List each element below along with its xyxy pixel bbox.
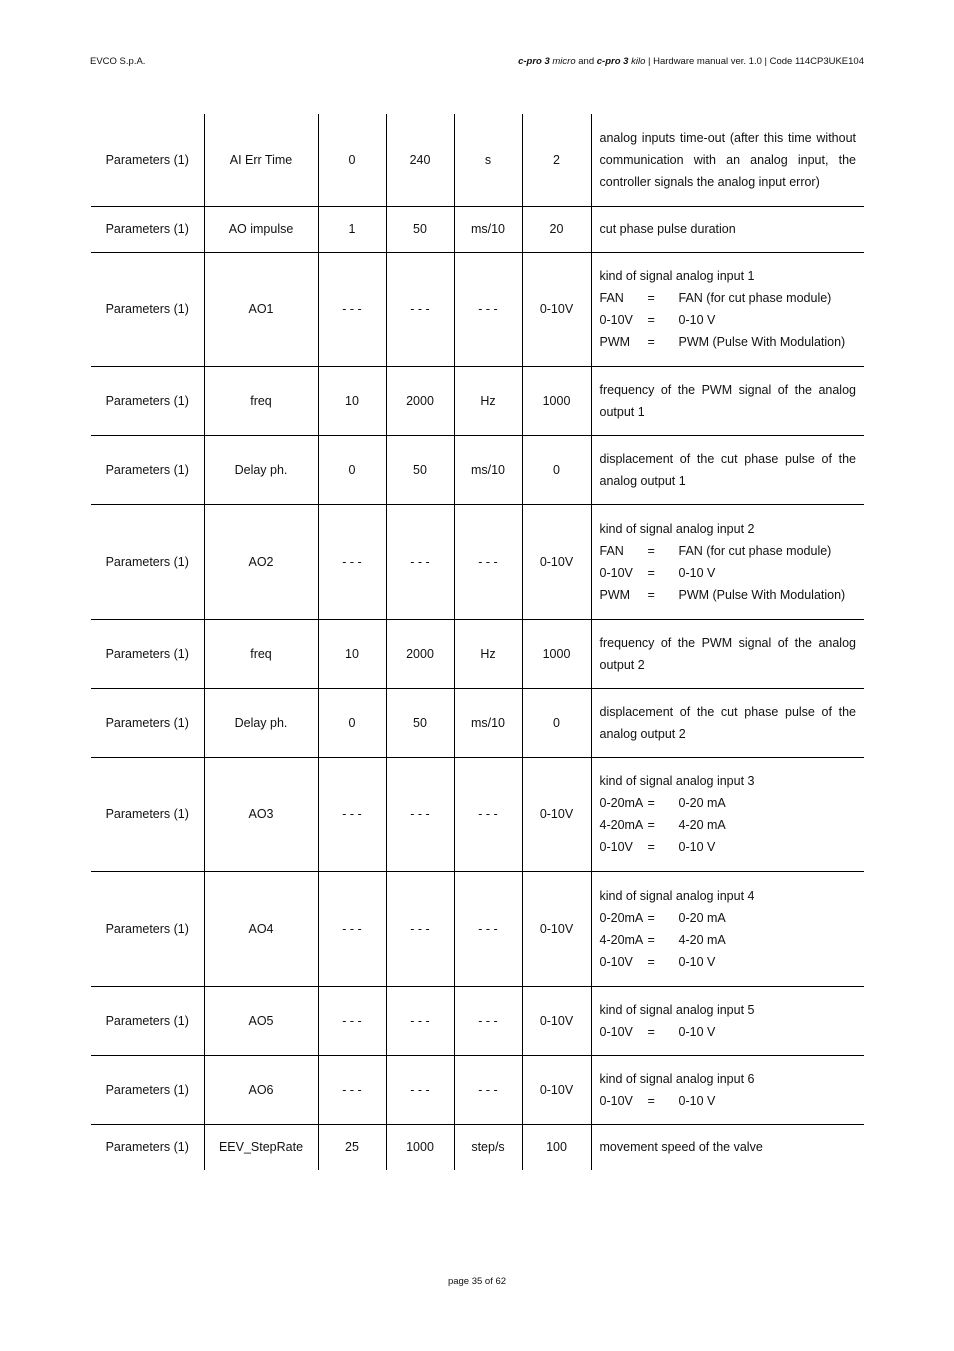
description-text: frequency of the PWM signal of the analog output 2 (599, 635, 856, 672)
description-cell (591, 206, 864, 252)
option-value: 0-10 V (678, 565, 716, 580)
max-cell: - - - (386, 252, 454, 366)
default-cell: 0-10V (522, 504, 591, 619)
option-line (600, 814, 857, 836)
min-cell: 0 (318, 435, 386, 504)
option-value: FAN (for cut phase module) (678, 291, 832, 305)
max-cell: 50 (386, 688, 454, 757)
option-equals: = (647, 543, 655, 558)
description-cell (591, 1124, 864, 1170)
parameter-name-cell: AO5 (204, 986, 318, 1055)
parameter-name-cell: AI Err Time (204, 114, 318, 206)
parameter-name-cell: Delay ph. (204, 688, 318, 757)
min-cell: - - - (318, 986, 386, 1055)
table-row (91, 688, 864, 757)
option-equals: = (647, 932, 655, 947)
option-value: PWM (Pulse With Modulation) (678, 587, 846, 602)
description-cell (591, 757, 864, 871)
description-cell (591, 114, 864, 206)
option-equals: = (647, 796, 655, 810)
option-key: 0-10V (599, 1024, 633, 1039)
option-line (600, 836, 857, 858)
default-cell: 0 (522, 435, 591, 504)
category-cell: Parameters (1) (91, 1124, 204, 1170)
min-cell: - - - (318, 871, 386, 986)
option-equals: = (647, 313, 655, 327)
default-cell: 0-10V (522, 986, 591, 1055)
option-key: FAN (599, 291, 624, 305)
default-cell: 0 (522, 688, 591, 757)
default-cell: 1000 (522, 619, 591, 688)
option-line (600, 562, 857, 584)
parameter-name-cell: EEV_StepRate (204, 1124, 318, 1170)
min-cell: 10 (318, 366, 386, 435)
option-line (600, 951, 857, 973)
header-conj: and (575, 56, 597, 67)
option-value: FAN (for cut phase module) (678, 543, 832, 558)
header-document-info (518, 56, 864, 67)
header-product-1: c-pro 3 (518, 56, 550, 67)
option-equals: = (647, 291, 655, 305)
table-row (91, 1124, 864, 1170)
option-equals: = (647, 335, 655, 349)
option-equals: = (647, 1093, 655, 1108)
table-row (91, 252, 864, 366)
option-key: 0-10V (599, 313, 633, 327)
option-line (600, 907, 857, 929)
option-equals: = (647, 818, 655, 832)
category-cell: Parameters (1) (91, 986, 204, 1055)
option-line (600, 540, 857, 562)
description-text: kind of signal analog input 5 (599, 1002, 755, 1017)
category-cell: Parameters (1) (91, 619, 204, 688)
unit-cell: Hz (454, 366, 522, 435)
option-key: 4-20mA (599, 932, 644, 947)
unit-cell: - - - (454, 757, 522, 871)
option-key: 4-20mA (599, 818, 644, 832)
unit-cell: ms/10 (454, 435, 522, 504)
min-cell: 10 (318, 619, 386, 688)
description-text: kind of signal analog input 1 (599, 269, 755, 283)
category-cell: Parameters (1) (91, 114, 204, 206)
default-cell: 2 (522, 114, 591, 206)
option-value: 0-20 mA (678, 910, 726, 925)
parameter-name-cell: AO2 (204, 504, 318, 619)
option-equals: = (647, 910, 655, 925)
min-cell: 25 (318, 1124, 386, 1170)
max-cell: - - - (386, 757, 454, 871)
option-equals: = (647, 587, 655, 602)
option-value: 0-10 V (678, 313, 716, 327)
description-text: movement speed of the valve (599, 1140, 763, 1155)
category-cell: Parameters (1) (91, 757, 204, 871)
option-equals: = (647, 1024, 655, 1039)
table-row (91, 114, 864, 206)
category-cell: Parameters (1) (91, 366, 204, 435)
unit-cell: - - - (454, 252, 522, 366)
option-key: 0-10V (599, 840, 633, 854)
description-cell (591, 619, 864, 688)
option-value: 0-10 V (678, 954, 716, 969)
max-cell: - - - (386, 504, 454, 619)
default-cell: 0-10V (522, 1055, 591, 1124)
parameter-name-cell: AO6 (204, 1055, 318, 1124)
unit-cell: s (454, 114, 522, 206)
default-cell: 0-10V (522, 757, 591, 871)
description-text: cut phase pulse duration (599, 222, 736, 236)
option-line (600, 929, 857, 951)
unit-cell: Hz (454, 619, 522, 688)
table-row (91, 504, 864, 619)
description-cell (591, 435, 864, 504)
max-cell: - - - (386, 986, 454, 1055)
header-company: EVCO S.p.A. (90, 56, 146, 67)
option-key: PWM (599, 335, 631, 349)
unit-cell: - - - (454, 986, 522, 1055)
default-cell: 100 (522, 1124, 591, 1170)
description-text: kind of signal analog input 4 (599, 888, 755, 903)
parameters-table (91, 114, 864, 1170)
max-cell: 2000 (386, 619, 454, 688)
unit-cell: - - - (454, 1055, 522, 1124)
description-text: analog inputs time-out (after this time without communication with an analog input, the controller signals the analog input error) (599, 130, 856, 189)
max-cell: - - - (386, 871, 454, 986)
option-line (600, 792, 857, 814)
parameter-name-cell: AO impulse (204, 206, 318, 252)
option-key: 0-20mA (599, 796, 644, 810)
default-cell: 1000 (522, 366, 591, 435)
option-key: 0-10V (599, 1093, 633, 1108)
category-cell: Parameters (1) (91, 504, 204, 619)
default-cell: 20 (522, 206, 591, 252)
parameters-table-body (91, 114, 864, 1170)
category-cell: Parameters (1) (91, 435, 204, 504)
unit-cell: ms/10 (454, 206, 522, 252)
table-row (91, 757, 864, 871)
option-line (600, 287, 857, 309)
max-cell: - - - (386, 1055, 454, 1124)
min-cell: 0 (318, 114, 386, 206)
default-cell: 0-10V (522, 871, 591, 986)
description-cell (591, 688, 864, 757)
parameter-name-cell: AO1 (204, 252, 318, 366)
parameter-name-cell: AO3 (204, 757, 318, 871)
max-cell: 240 (386, 114, 454, 206)
option-line (600, 331, 857, 353)
category-cell: Parameters (1) (91, 206, 204, 252)
max-cell: 50 (386, 435, 454, 504)
description-text: kind of signal analog input 6 (599, 1071, 755, 1086)
unit-cell: - - - (454, 504, 522, 619)
option-key: 0-20mA (599, 910, 644, 925)
option-line (600, 309, 857, 331)
min-cell: - - - (318, 252, 386, 366)
table-row (91, 366, 864, 435)
description-cell (591, 252, 864, 366)
unit-cell: - - - (454, 871, 522, 986)
option-value: PWM (Pulse With Modulation) (678, 335, 846, 349)
description-text: kind of signal analog input 3 (599, 774, 755, 788)
table-row (91, 206, 864, 252)
description-text: kind of signal analog input 2 (599, 521, 755, 536)
option-equals: = (647, 840, 655, 854)
min-cell: - - - (318, 504, 386, 619)
option-value: 0-10 V (678, 1093, 716, 1108)
min-cell: - - - (318, 1055, 386, 1124)
max-cell: 50 (386, 206, 454, 252)
max-cell: 1000 (386, 1124, 454, 1170)
option-key: PWM (599, 587, 631, 602)
option-key: 0-10V (599, 954, 633, 969)
option-value: 0-20 mA (678, 796, 726, 810)
table-row (91, 986, 864, 1055)
unit-cell: ms/10 (454, 688, 522, 757)
option-equals: = (647, 565, 655, 580)
category-cell: Parameters (1) (91, 871, 204, 986)
default-cell: 0-10V (522, 252, 591, 366)
description-cell (591, 986, 864, 1055)
option-equals: = (647, 954, 655, 969)
description-cell (591, 871, 864, 986)
description-cell (591, 366, 864, 435)
option-line (600, 1021, 857, 1043)
unit-cell: step/s (454, 1124, 522, 1170)
option-value: 4-20 mA (678, 932, 726, 947)
option-value: 0-10 V (678, 1024, 716, 1039)
category-cell: Parameters (1) (91, 252, 204, 366)
max-cell: 2000 (386, 366, 454, 435)
parameter-name-cell: freq (204, 619, 318, 688)
header-variant-2: kilo (628, 56, 646, 67)
header-variant-1: micro (549, 56, 576, 67)
table-row (91, 871, 864, 986)
min-cell: 0 (318, 688, 386, 757)
min-cell: 1 (318, 206, 386, 252)
description-cell (591, 504, 864, 619)
description-text: displacement of the cut phase pulse of the analog output 1 (599, 451, 856, 488)
header-manual-code: | Hardware manual ver. 1.0 | Code 114CP3UKE104 (645, 56, 864, 67)
option-value: 4-20 mA (678, 818, 726, 832)
description-text: displacement of the cut phase pulse of the analog output 2 (599, 704, 856, 741)
description-text: frequency of the PWM signal of the analog output 1 (599, 382, 856, 419)
option-key: FAN (599, 543, 624, 558)
description-cell (591, 1055, 864, 1124)
option-line (600, 1090, 857, 1112)
page-number: page 35 of 62 (447, 1276, 507, 1287)
option-line (600, 584, 857, 606)
category-cell: Parameters (1) (91, 1055, 204, 1124)
category-cell: Parameters (1) (91, 688, 204, 757)
min-cell: - - - (318, 757, 386, 871)
parameter-name-cell: freq (204, 366, 318, 435)
table-row (91, 619, 864, 688)
parameter-name-cell: Delay ph. (204, 435, 318, 504)
table-row (91, 1055, 864, 1124)
option-key: 0-10V (599, 565, 633, 580)
parameter-name-cell: AO4 (204, 871, 318, 986)
header-product-2: c-pro 3 (596, 56, 629, 67)
option-value: 0-10 V (678, 840, 716, 854)
table-row (91, 435, 864, 504)
